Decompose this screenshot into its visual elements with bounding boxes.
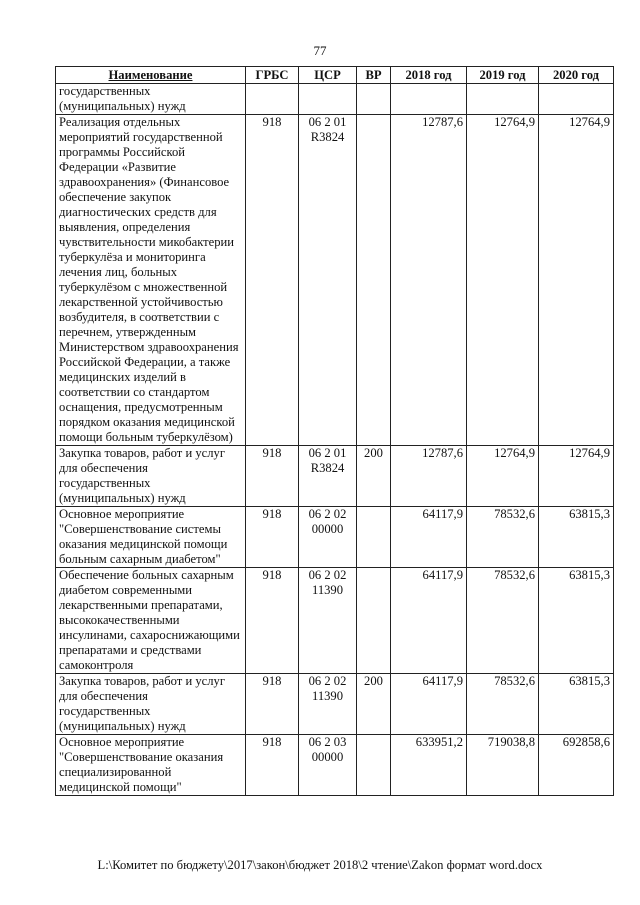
cell-2020: 12764,9 <box>539 115 614 446</box>
cell-2018: 64117,9 <box>391 674 467 735</box>
cell-grbs: 918 <box>246 507 299 568</box>
cell-2018: 12787,6 <box>391 115 467 446</box>
cell-2019: 719038,8 <box>467 735 539 796</box>
cell-grbs: 918 <box>246 735 299 796</box>
header-csr: ЦСР <box>299 67 357 84</box>
cell-2018: 64117,9 <box>391 568 467 674</box>
cell-2020: 63815,3 <box>539 674 614 735</box>
cell-2019: 12764,9 <box>467 115 539 446</box>
cell-vr <box>357 568 391 674</box>
header-2018: 2018 год <box>391 67 467 84</box>
cell-2019: 78532,6 <box>467 674 539 735</box>
cell-name: Основное мероприятие "Совершенствование оказания специализированной медицинской помощи" <box>56 735 246 796</box>
cell-csr: 06 2 01 R3824 <box>299 446 357 507</box>
cell-name: Обеспечение больных сахарным диабетом современными лекарственными препаратами, высококачественными инсулинами, сахароснижающими препаратами и средствами самоконтроля <box>56 568 246 674</box>
table-row <box>56 115 614 446</box>
cell-grbs: 918 <box>246 568 299 674</box>
cell-grbs: 918 <box>246 115 299 446</box>
table-row <box>56 568 614 674</box>
header-name: Наименование <box>56 67 246 84</box>
cell-vr <box>357 507 391 568</box>
cell-vr <box>357 735 391 796</box>
header-vr: ВР <box>357 67 391 84</box>
cell-vr: 200 <box>357 674 391 735</box>
cell-csr <box>299 84 357 115</box>
cell-2019: 12764,9 <box>467 446 539 507</box>
table-row <box>56 674 614 735</box>
page-number: 77 <box>313 43 327 58</box>
table-row <box>56 84 614 115</box>
cell-name: Реализация отдельных мероприятий государственной программы Российской Федерации «Развитие здравоохранения» (Финансовое обеспечение закупок диагностических средств для выявления, определения чувствительности микобактерии туберкулёза и мониторинга лечения лиц, больных туберкулёзом с множественной лекарственной устойчивостью возбудителя, в соответствии с перечнем, утвержденным Министерством здравоохранения Российской Федерации, а также медицинских изделий в соответствии со стандартом оснащения, предусмотренным порядком оказания медицинской помощи больным туберкулёзом) <box>56 115 246 446</box>
cell-2020: 12764,9 <box>539 446 614 507</box>
table-row <box>56 507 614 568</box>
header-2019: 2019 год <box>467 67 539 84</box>
cell-csr: 06 2 02 11390 <box>299 568 357 674</box>
table-row <box>56 446 614 507</box>
cell-grbs: 918 <box>246 674 299 735</box>
cell-vr <box>357 84 391 115</box>
file-path-footer: L:\Комитет по бюджету\2017\закон\бюджет 2018\2 чтение\Zakon формат word.docx <box>97 858 543 872</box>
cell-grbs: 918 <box>246 446 299 507</box>
table-header-row <box>56 67 614 84</box>
cell-csr: 06 2 03 00000 <box>299 735 357 796</box>
cell-2019: 78532,6 <box>467 507 539 568</box>
header-2020: 2020 год <box>539 67 614 84</box>
cell-csr: 06 2 02 11390 <box>299 674 357 735</box>
cell-csr: 06 2 01 R3824 <box>299 115 357 446</box>
cell-2018: 64117,9 <box>391 507 467 568</box>
cell-2019 <box>467 84 539 115</box>
cell-2020 <box>539 84 614 115</box>
cell-name: Закупка товаров, работ и услуг для обеспечения государственных (муниципальных) нужд <box>56 446 246 507</box>
cell-name: государственных (муниципальных) нужд <box>56 84 246 115</box>
cell-vr <box>357 115 391 446</box>
header-grbs: ГРБС <box>246 67 299 84</box>
cell-vr: 200 <box>357 446 391 507</box>
cell-2019: 78532,6 <box>467 568 539 674</box>
cell-grbs <box>246 84 299 115</box>
cell-name: Основное мероприятие "Совершенствование системы оказания медицинской помощи больным сахарным диабетом" <box>56 507 246 568</box>
cell-name: Закупка товаров, работ и услуг для обеспечения государственных (муниципальных) нужд <box>56 674 246 735</box>
cell-2020: 692858,6 <box>539 735 614 796</box>
cell-2020: 63815,3 <box>539 507 614 568</box>
cell-2018: 633951,2 <box>391 735 467 796</box>
budget-table <box>55 66 614 796</box>
cell-2018: 12787,6 <box>391 446 467 507</box>
cell-csr: 06 2 02 00000 <box>299 507 357 568</box>
table-row <box>56 735 614 796</box>
cell-2018 <box>391 84 467 115</box>
cell-2020: 63815,3 <box>539 568 614 674</box>
